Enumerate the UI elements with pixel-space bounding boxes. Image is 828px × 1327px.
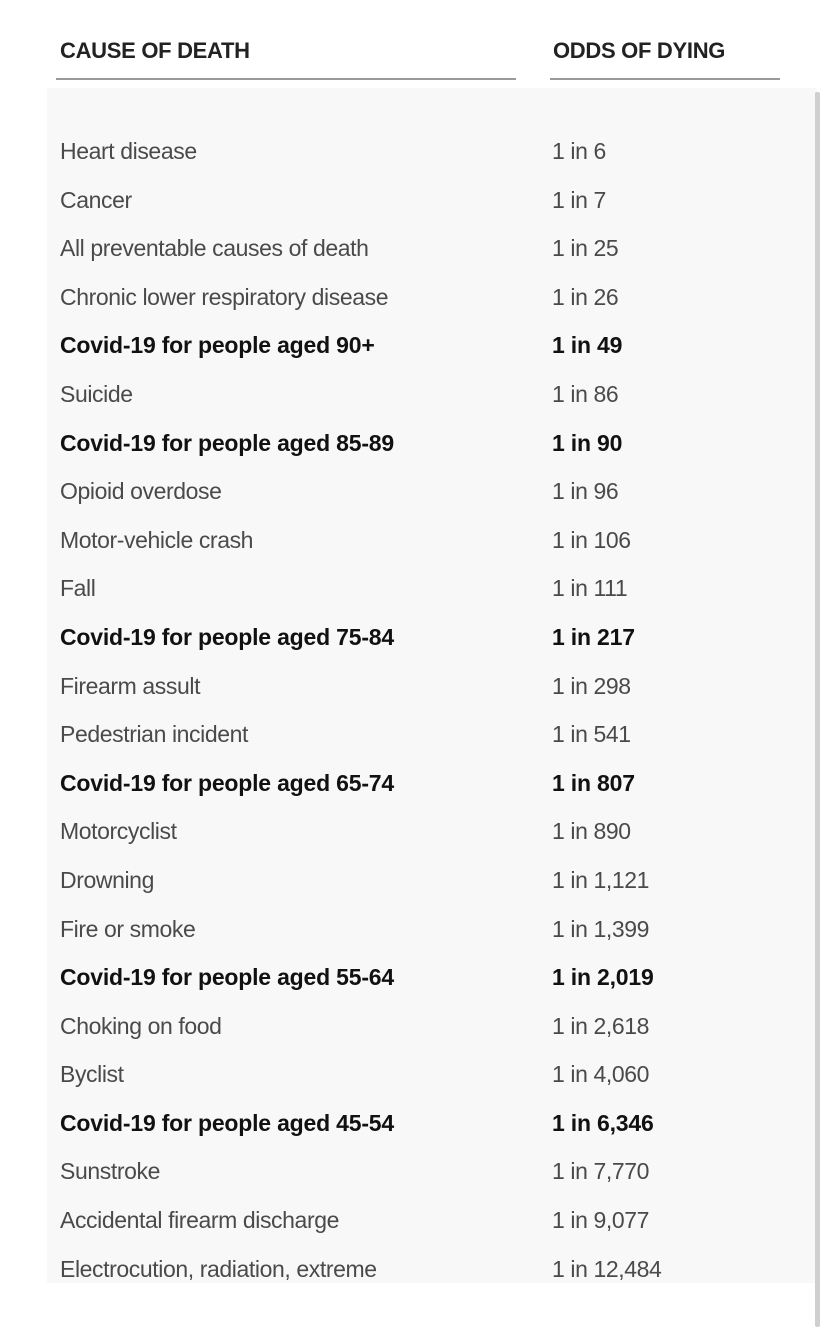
odds-cell: 1 in 807 [552, 769, 635, 796]
odds-cell: 1 in 49 [552, 332, 623, 359]
odds-cell: 1 in 25 [552, 235, 619, 262]
cause-cell: Covid-19 for people aged 75-84 [60, 623, 394, 650]
cause-cell: Chronic lower respiratory disease [60, 283, 389, 310]
table-row [0, 324, 828, 373]
cause-header-rule [56, 78, 516, 80]
cause-cell: Accidental firearm discharge [60, 1207, 339, 1234]
table-row [0, 227, 828, 276]
odds-cell: 1 in 26 [552, 283, 619, 310]
table-row [0, 1199, 828, 1248]
odds-of-dying-header: ODDS OF DYING [553, 38, 726, 63]
cause-cell: Opioid overdose [60, 478, 222, 505]
cause-cell: Pedestrian incident [60, 721, 249, 748]
scrollbar[interactable] [815, 92, 820, 1327]
odds-cell: 1 in 111 [552, 575, 628, 602]
table-row [0, 762, 828, 811]
odds-cell: 1 in 890 [552, 818, 631, 845]
odds-cell: 1 in 7,770 [552, 1158, 650, 1185]
cause-cell: Electrocution, radiation, extreme [60, 1255, 377, 1282]
table-row [0, 616, 828, 665]
cause-cell: Covid-19 for people aged 85-89 [60, 429, 394, 456]
table-row [0, 956, 828, 1005]
cause-cell: Motor-vehicle crash [60, 526, 254, 553]
cause-cell: Cancer [60, 186, 132, 213]
cause-cell: Motorcyclist [60, 818, 177, 845]
table-row [0, 470, 828, 519]
cause-cell: Covid-19 for people aged 45-54 [60, 1109, 394, 1136]
cause-cell: Fall [60, 575, 96, 602]
odds-cell: 1 in 6,346 [552, 1109, 654, 1136]
table-row [0, 859, 828, 908]
table-row [0, 1150, 828, 1199]
odds-cell: 1 in 2,019 [552, 964, 654, 991]
odds-cell: 1 in 96 [552, 478, 619, 505]
table-row [0, 713, 828, 762]
odds-cell: 1 in 1,121 [552, 866, 650, 893]
cause-cell: Fire or smoke [60, 915, 196, 942]
odds-cell: 1 in 1,399 [552, 915, 650, 942]
table-row [0, 373, 828, 422]
table-row [0, 276, 828, 325]
odds-cell: 1 in 541 [552, 721, 631, 748]
odds-cell: 1 in 7 [552, 186, 606, 213]
table-row [0, 422, 828, 471]
bottom-edge [0, 1283, 828, 1327]
cause-cell: Firearm assult [60, 672, 201, 699]
odds-cell: 1 in 4,060 [552, 1061, 650, 1088]
table-row [0, 519, 828, 568]
table-row [0, 908, 828, 957]
cause-cell: All preventable causes of death [60, 235, 369, 262]
table-row [0, 810, 828, 859]
cause-of-death-header: CAUSE OF DEATH [60, 38, 250, 63]
odds-cell: 1 in 106 [552, 526, 631, 553]
table-row [0, 1005, 828, 1054]
cause-cell: Covid-19 for people aged 55-64 [60, 964, 394, 991]
odds-cell: 1 in 12,484 [552, 1255, 662, 1282]
table-row [0, 179, 828, 228]
cause-cell: Covid-19 for people aged 90+ [60, 332, 375, 359]
odds-cell: 1 in 9,077 [552, 1207, 650, 1234]
odds-cell: 1 in 90 [552, 429, 623, 456]
table-row [0, 1053, 828, 1102]
cause-cell: Choking on food [60, 1012, 222, 1039]
odds-header-rule [550, 78, 780, 80]
cause-cell: Byclist [60, 1061, 124, 1088]
table-body [0, 130, 828, 1296]
cause-cell: Drowning [60, 866, 154, 893]
odds-cell: 1 in 217 [552, 623, 635, 650]
table-row [0, 567, 828, 616]
cause-cell: Sunstroke [60, 1158, 160, 1185]
odds-cell: 1 in 86 [552, 380, 619, 407]
odds-cell: 1 in 2,618 [552, 1012, 650, 1039]
table-row [0, 665, 828, 714]
table-row [0, 130, 828, 179]
odds-cell: 1 in 6 [552, 138, 606, 164]
odds-cell: 1 in 298 [552, 672, 631, 699]
table-row [0, 1102, 828, 1151]
cause-cell: Heart disease [60, 138, 197, 164]
cause-cell: Covid-19 for people aged 65-74 [60, 769, 394, 796]
cause-cell: Suicide [60, 380, 133, 407]
